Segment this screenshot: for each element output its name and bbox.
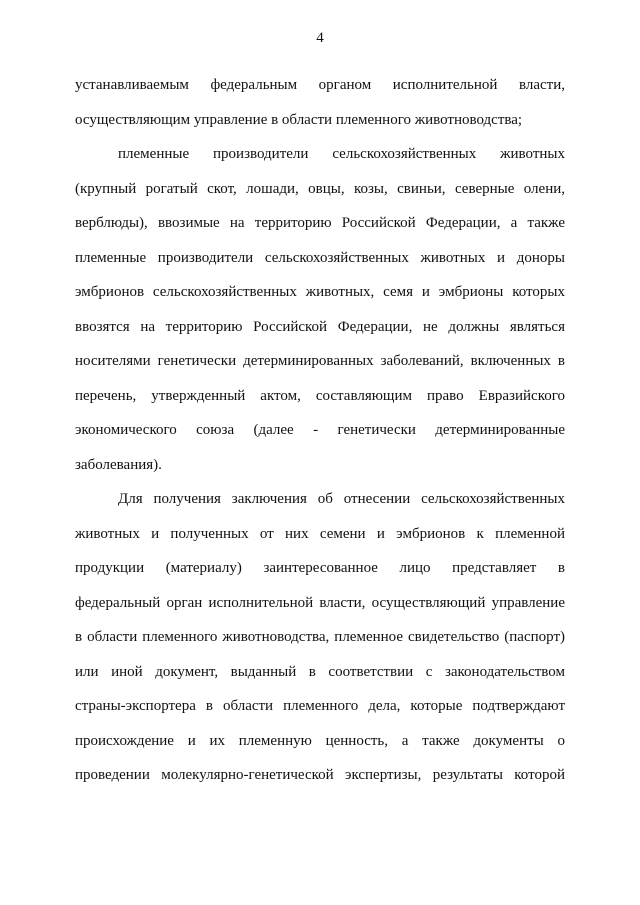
text-line: племенные производители сельскохозяйственных животных и доноры xyxy=(75,249,565,266)
page-number: 4 xyxy=(316,30,324,46)
text-line: ввозятся на территорию Российской Федерации, не должны являться xyxy=(75,318,565,335)
text-line: происхождение и их племенную ценность, а также документы о xyxy=(75,732,565,749)
document-body xyxy=(75,75,565,800)
text-line: федеральный орган исполнительной власти, осуществляющий управление xyxy=(75,594,565,611)
text-line: страны-экспортера в области племенного дела, которые подтверждают xyxy=(75,698,565,714)
text-line: или иной документ, выданный в соответствии с законодательством xyxy=(75,663,565,680)
text-line: заболевания). xyxy=(75,456,162,473)
paragraph xyxy=(75,489,565,800)
text-line: экономического союза (далее - генетически детерминированные xyxy=(75,422,565,438)
text-line: животных и полученных от них семени и эмбрионов к племенной xyxy=(75,525,565,542)
text-line: в области племенного животноводства, племенное свидетельство (паспорт) xyxy=(75,629,565,645)
text-line: проведении молекулярно-генетической экспертизы, результаты которой xyxy=(75,767,565,783)
text-line: эмбрионов сельскохозяйственных животных, семя и эмбрионы которых xyxy=(75,284,565,300)
text-line: устанавливаемым федеральным органом исполнительной власти, xyxy=(75,77,565,93)
text-line: перечень, утвержденный актом, составляющим право Евразийского xyxy=(75,387,565,404)
text-line: верблюды), ввозимые на территорию Российской Федерации, а также xyxy=(75,215,565,231)
text-line: носителями генетически детерминированных заболеваний, включенных в xyxy=(75,353,565,369)
text-line: осуществляющим управление в области племенного животноводства; xyxy=(75,111,523,128)
text-line: (крупный рогатый скот, лошади, овцы, козы, свиньи, северные олени, xyxy=(75,180,565,197)
paragraph xyxy=(75,75,565,144)
text-line: продукции (материалу) заинтересованное лицо представляет в xyxy=(75,560,565,576)
paragraph xyxy=(75,144,565,489)
text-line: Для получения заключения об отнесении сельскохозяйственных xyxy=(118,491,565,507)
text-line: племенные производители сельскохозяйственных животных xyxy=(118,146,565,162)
